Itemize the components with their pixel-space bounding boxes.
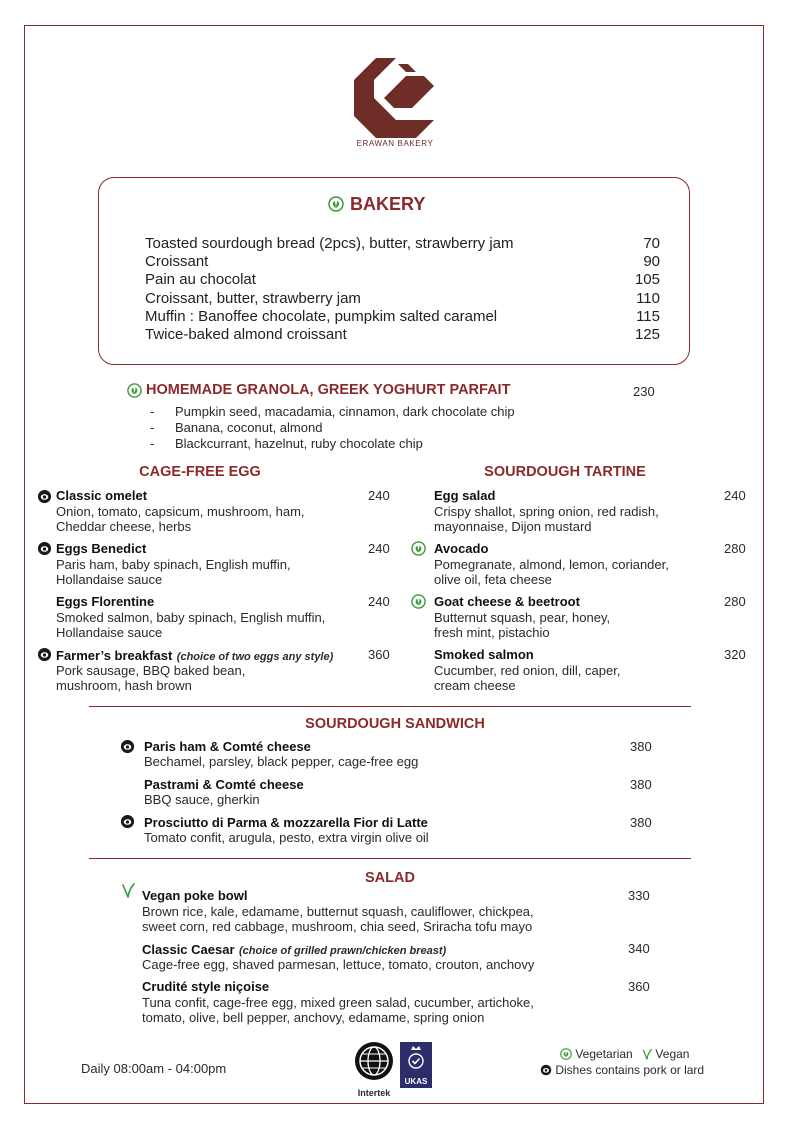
price: 280 — [724, 541, 746, 556]
ukas-badge — [400, 1042, 432, 1088]
price: 115 — [636, 308, 660, 325]
menu-item-desc: Cage-free egg, shaved parmesan, lettuce, tomato, crouton, anchovy — [142, 957, 535, 972]
menu-item-name: Crudité style niçoise — [142, 979, 270, 994]
opening-hours: Daily 08:00am - 04:00pm — [81, 1061, 227, 1076]
list-item: Muffin : Banoffee chocolate, pumpkim salted caramel 115 — [145, 308, 660, 325]
price: 90 — [643, 253, 660, 270]
price: 340 — [628, 941, 650, 956]
menu-item-desc: Smoked salmon, baby spinach, English muffin, — [56, 610, 326, 625]
menu-item-desc: mayonnaise, Dijon mustard — [434, 519, 592, 534]
list-item: - Blackcurrant, hazelnut, ruby chocolate chip — [150, 436, 423, 451]
legend-pork: Dishes contains pork or lard — [555, 1062, 705, 1077]
menu-item-name: Classic Caesar — [142, 942, 235, 957]
menu-item-desc: sweet corn, red cabbage, mushroom, chia seed, Sriracha tofu mayo — [142, 919, 533, 934]
list-item: Twice-baked almond croissant 125 — [145, 326, 660, 343]
menu-item-name: Paris ham & Comté cheese — [144, 739, 311, 754]
price: 380 — [630, 815, 652, 830]
price: 330 — [628, 888, 650, 903]
globe-icon — [352, 1040, 396, 1082]
price: 105 — [634, 271, 660, 288]
menu-item-desc: tomato, olive, bell pepper, anchovy, edamame, spring onion — [142, 1010, 485, 1025]
menu-item-name: Smoked salmon — [434, 647, 534, 662]
legend-row — [540, 1062, 704, 1077]
list-item: - Banana, coconut, almond — [150, 420, 323, 435]
menu-item-name: Prosciutto di Parma & mozzarella Fior di Latte — [144, 815, 428, 830]
vegetarian-icon — [411, 541, 426, 556]
pork-icon — [540, 1064, 552, 1076]
granola-title: HOMEMADE GRANOLA, GREEK YOGHURT PARFAIT — [146, 382, 511, 399]
menu-item-name: Eggs Benedict — [56, 541, 147, 556]
list-item: Pain au chocolat 105 — [145, 271, 660, 288]
divider — [89, 706, 691, 707]
legend-vegetarian: Vegetarian — [575, 1046, 633, 1061]
vegan-icon — [121, 882, 135, 898]
menu-item-name: Vegan poke bowl — [142, 888, 248, 903]
list-item: Croissant 90 — [145, 253, 660, 270]
menu-item-name: Avocado — [434, 541, 489, 556]
menu-item-name: Pastrami & Comté cheese — [144, 777, 304, 792]
menu-item-desc: Pomegranate, almond, lemon, coriander, — [434, 557, 669, 572]
menu-item-desc: Butternut squash, pear, honey, — [434, 610, 611, 625]
vegetarian-icon — [411, 594, 426, 609]
price: 320 — [724, 647, 746, 662]
menu-item-name: Farmer’s breakfast — [56, 648, 173, 663]
erawan-logo — [354, 58, 436, 138]
legend-row — [560, 1046, 689, 1061]
granola-price: 230 — [633, 384, 655, 399]
pork-icon — [37, 541, 52, 556]
price: 380 — [630, 777, 652, 792]
price: 360 — [628, 979, 650, 994]
menu-item-desc: Hollandaise sauce — [56, 572, 163, 587]
price: 380 — [630, 739, 652, 754]
vegetarian-icon — [328, 196, 344, 212]
list-item: Croissant, butter, strawberry jam 110 — [145, 290, 660, 307]
salad-heading: SALAD — [365, 870, 415, 886]
menu-item-desc: Tomato confit, arugula, pesto, extra virgin olive oil — [144, 830, 429, 845]
vegetarian-icon — [560, 1048, 572, 1060]
legend-vegan: Vegan — [655, 1046, 690, 1061]
crown-check-icon — [400, 1042, 432, 1072]
divider — [89, 858, 691, 859]
menu-item-desc: Brown rice, kale, edamame, butternut squash, cauliflower, chickpea, — [142, 904, 534, 919]
price: 360 — [368, 647, 390, 662]
price: 110 — [636, 290, 660, 307]
bakery-title: BAKERY — [350, 193, 426, 214]
price: 70 — [643, 235, 660, 252]
egg-heading: CAGE-FREE EGG — [139, 464, 261, 480]
brand-name: ERAWAN BAKERY — [356, 139, 434, 148]
intertek-label: Intertek — [357, 1088, 391, 1098]
menu-item-desc: Tuna confit, cage-free egg, mixed green salad, cucumber, artichoke, — [142, 995, 534, 1010]
pork-icon — [37, 489, 52, 504]
menu-item-desc: fresh mint, pistachio — [434, 625, 550, 640]
price: 240 — [368, 541, 390, 556]
price: 240 — [368, 594, 390, 609]
menu-item-desc: Cheddar cheese, herbs — [56, 519, 192, 534]
menu-item-name: Classic omelet — [56, 488, 148, 503]
pork-icon — [120, 814, 135, 829]
pork-icon — [37, 647, 52, 662]
price: 125 — [634, 326, 660, 343]
list-item: - Pumpkin seed, macadamia, cinnamon, dark chocolate chip — [150, 404, 515, 419]
menu-item-note: (choice of two eggs any style) — [176, 651, 334, 663]
list-item: Toasted sourdough bread (2pcs), butter, strawberry jam 70 — [145, 235, 660, 252]
menu-item-desc: Hollandaise sauce — [56, 625, 163, 640]
menu-item-desc: BBQ sauce, gherkin — [144, 792, 260, 807]
price: 280 — [724, 594, 746, 609]
ukas-label: UKAS — [404, 1077, 428, 1086]
vegan-icon — [642, 1048, 652, 1060]
intertek-badge — [352, 1040, 396, 1096]
menu-item-desc: Crispy shallot, spring onion, red radish, — [434, 504, 659, 519]
menu-item-name: Egg salad — [434, 488, 496, 503]
price: 240 — [724, 488, 746, 503]
menu-item-note: (choice of grilled prawn/chicken breast) — [238, 945, 447, 957]
menu-item-desc: mushroom, hash brown — [56, 678, 192, 693]
pork-icon — [120, 739, 135, 754]
vegetarian-icon — [127, 383, 142, 398]
menu-item-name: Goat cheese & beetroot — [434, 594, 580, 609]
bakery-heading — [328, 193, 425, 215]
menu-item-desc: Onion, tomato, capsicum, mushroom, ham, — [56, 504, 305, 519]
menu-item-desc: Cucumber, red onion, dill, caper, — [434, 663, 621, 678]
price: 240 — [368, 488, 390, 503]
granola-heading — [127, 382, 510, 398]
menu-item-desc: olive oil, feta cheese — [434, 572, 552, 587]
menu-item-desc: cream cheese — [434, 678, 516, 693]
menu-item-desc: Pork sausage, BBQ baked bean, — [56, 663, 246, 678]
sandwich-heading: SOURDOUGH SANDWICH — [305, 716, 485, 732]
menu-item-name: Eggs Florentine — [56, 594, 155, 609]
menu-item-desc: Bechamel, parsley, black pepper, cage-free egg — [144, 754, 419, 769]
tartine-heading: SOURDOUGH TARTINE — [484, 464, 646, 480]
menu-item-desc: Paris ham, baby spinach, English muffin, — [56, 557, 291, 572]
